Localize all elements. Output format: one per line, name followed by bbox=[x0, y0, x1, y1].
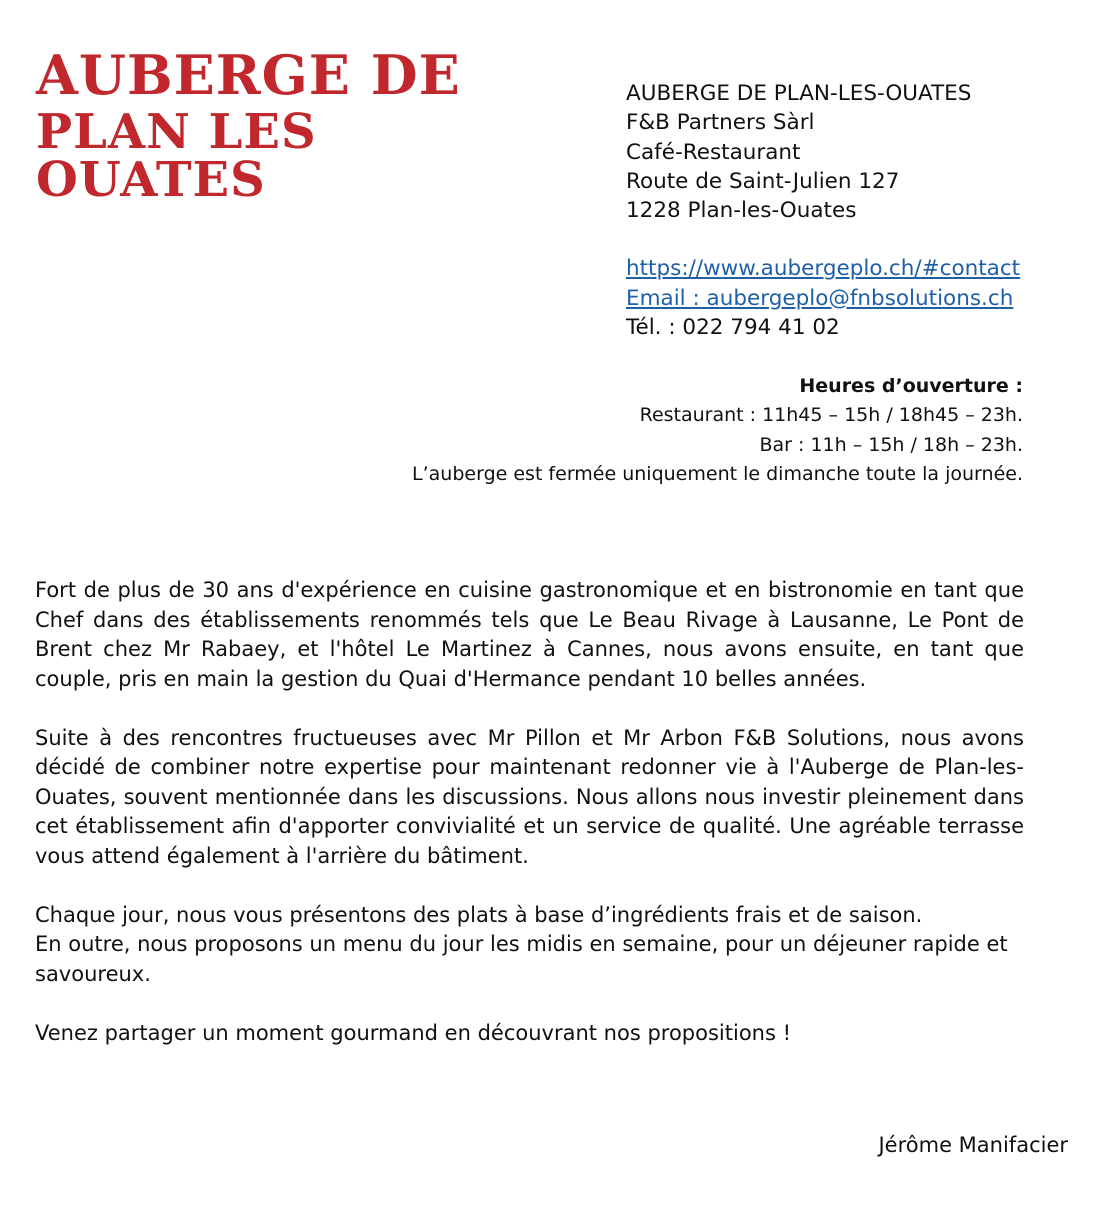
restaurant-logo bbox=[36, 43, 506, 208]
daily-menu-line-2: En outre, nous proposons un menu du jour les midis en semaine, pour un déjeuner rapide et savoureux. bbox=[35, 932, 1008, 986]
hours-heading: Heures d’ouverture : bbox=[799, 375, 1023, 397]
paragraph-daily-menu bbox=[35, 901, 1024, 990]
paragraph-experience: Fort de plus de 30 ans d'expérience en cuisine gastronomique et en bistronomie en tant que Chef dans des établissements renommés tels que Le Beau Rivage à Lausanne, Le Pont de Brent chez Mr Rabaey, et l'hôtel Le Martinez à Cannes, nous avons ensuite, en tant que couple, pris en main la gestion du Quai d'Hermance pendant 10 belles années. bbox=[35, 578, 1024, 691]
signature: Jérôme Manifacier bbox=[878, 1133, 1068, 1157]
paragraph-partnership: Suite à des rencontres fructueuses avec Mr Pillon et Mr Arbon F&B Solutions, nous avons décidé de combiner notre expertise pour maintenant redonner vie à l'Auberge de Plan-les-Ouates, souvent mentionnée dans les discussions. Nous allons nous investir pleinement dans cet établissement afin d'apporter convivialité et un service de qualité. Une agréable terrasse vous attend également à l'arrière du bâtiment. bbox=[35, 725, 1024, 868]
spacer bbox=[626, 225, 1096, 254]
contact-block bbox=[626, 79, 1096, 342]
phone-number: Tél. : 022 794 41 02 bbox=[626, 315, 840, 341]
city-address: 1228 Plan-les-Ouates bbox=[626, 198, 857, 224]
opening-hours bbox=[412, 372, 1023, 489]
email-link[interactable]: Email : aubergeplo@fnbsolutions.ch bbox=[626, 285, 1014, 311]
business-type: Café-Restaurant bbox=[626, 139, 801, 165]
company-name: F&B Partners Sàrl bbox=[626, 110, 815, 136]
paragraph-invitation: Venez partager un moment gourmand en découvrant nos propositions ! bbox=[35, 1020, 792, 1045]
bar-hours: Bar : 11h – 15h / 18h – 23h. bbox=[759, 433, 1023, 456]
street-address: Route de Saint-Julien 127 bbox=[626, 168, 900, 194]
organization-name: AUBERGE DE PLAN-LES-OUATES bbox=[626, 81, 972, 106]
closed-notice: L’auberge est fermée uniquement le dimanche toute la journée. bbox=[412, 462, 1023, 485]
restaurant-hours: Restaurant : 11h45 – 15h / 18h45 – 23h. bbox=[639, 404, 1023, 427]
daily-menu-line-1: Chaque jour, nous vous présentons des plats à base d’ingrédients frais et de saison. bbox=[35, 902, 923, 927]
letter-body bbox=[35, 576, 1024, 1078]
website-link[interactable]: https://www.aubergeplo.ch/#contact bbox=[626, 256, 1021, 282]
logo-line-1: AUBERGE DE bbox=[36, 43, 461, 107]
logo-line-2: PLAN LES OUATES bbox=[36, 104, 317, 208]
